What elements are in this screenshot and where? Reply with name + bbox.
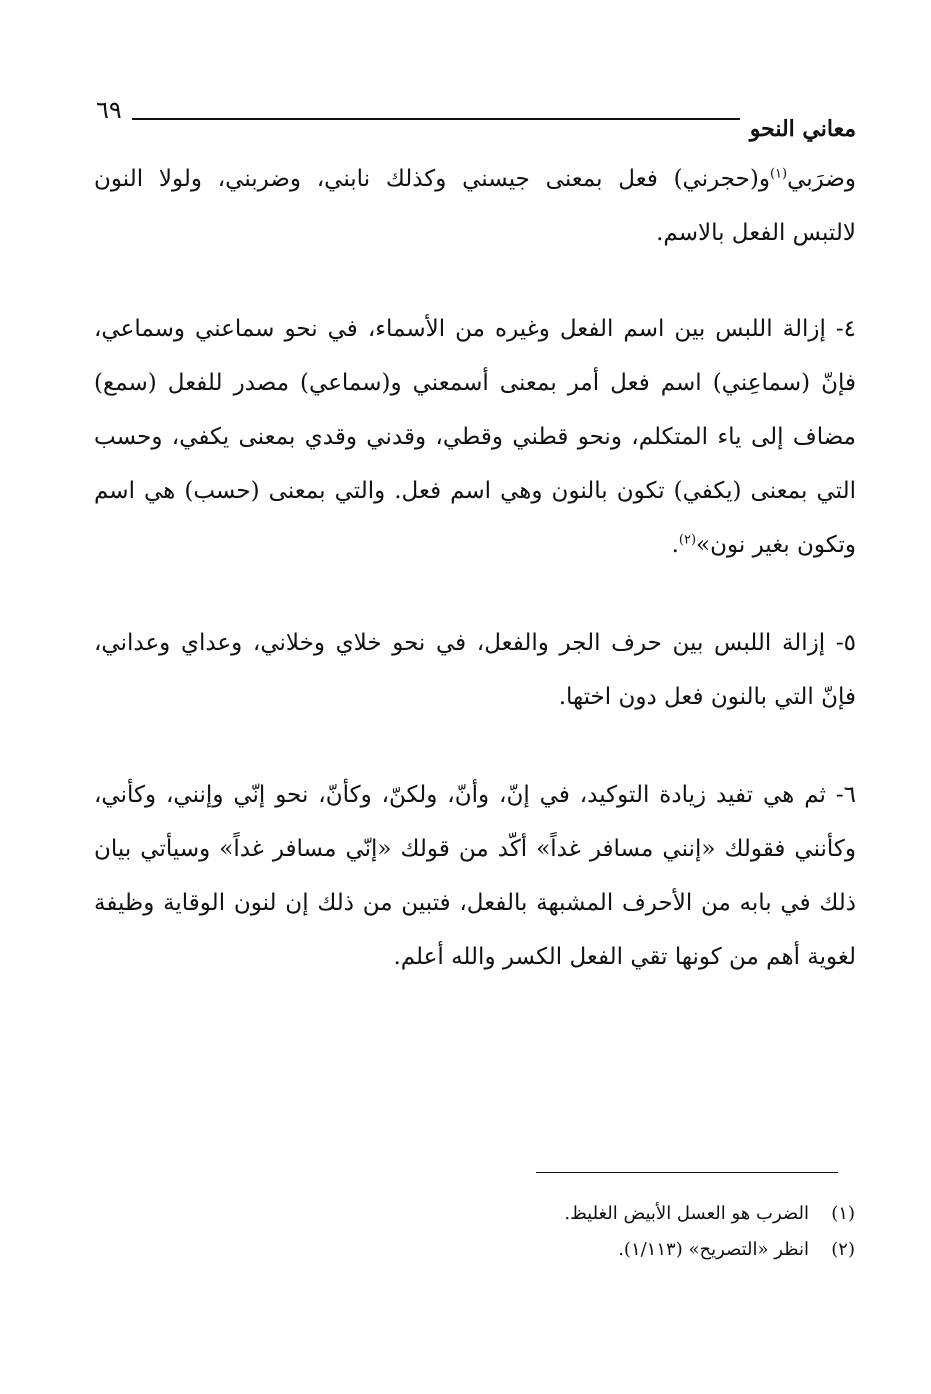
footnote-text: انظر «التصريح» (١/١١٣). bbox=[618, 1239, 809, 1260]
footnote-1 bbox=[455, 1196, 855, 1232]
footnote-text: الضرب هو العسل الأبيض الغليظ. bbox=[564, 1203, 809, 1224]
footnote-ref-1: (١) bbox=[769, 166, 788, 182]
paragraph-2-text-end: . bbox=[671, 532, 679, 558]
footnote-separator bbox=[536, 1172, 838, 1173]
footnote-number: (١) bbox=[831, 1203, 855, 1224]
page-header bbox=[96, 96, 856, 140]
footnote-number: (٢) bbox=[831, 1239, 855, 1260]
paragraph-2-text: ٤- إزالة اللبس بين اسم الفعل وغيره من الأسماء، في نحو سماعني وسماعي، فإنّ (سماعِني) اسم فعل أمر بمعنى أسمعني و(سماعي) مصدر للفعل (سمع) مضاف إلى ياء المتكلم، ونحو قطني وقطي، وقدني وقدي بمعنى يكفي، وحسب التي بمعنى (يكفي) تكون بالنون وهي اسم فعل. والتي بمعنى (حسب) هي اسم وتكون بغير نون» bbox=[94, 316, 856, 558]
main-text bbox=[94, 152, 856, 1028]
paragraph-3: ٥- إزالة اللبس بين حرف الجر والفعل، في نحو خلاي وخلاني، وعداي وعداني، فإنّ التي بالنون فعل دون اختها. bbox=[94, 630, 856, 710]
page-number: ٦٩ bbox=[96, 96, 122, 124]
footnotes bbox=[455, 1196, 855, 1268]
paragraph-1 bbox=[94, 152, 856, 260]
paragraph-1-text-end: و(حجرني) فعل بمعنى جيسني وكذلك نابني، وضربني، ولولا النون لالتبس الفعل بالاسم. bbox=[94, 166, 856, 246]
header-rule bbox=[132, 118, 740, 120]
footnote-2 bbox=[455, 1232, 855, 1268]
paragraph-1-text-start: وضرَبي bbox=[787, 166, 856, 192]
paragraph-4: ٦- ثم هي تفيد زيادة التوكيد، في إنّ، وأنّ، ولكنّ، وكأنّ، نحو إنّي وإنني، وكأني، وكأنني فقولك «إنني مسافر غداً» أكّد من قولك «إنّي مسافر غداً» وسيأتي بيان ذلك في بابه من الأحرف المشبهة بالفعل، فتبين من ذلك إن لنون الوقاية وظيفة لغوية أهم من كونها تقي الفعل الكسر والله أعلم. bbox=[94, 782, 856, 970]
paragraph-2 bbox=[94, 302, 856, 572]
running-title: معاني النحو bbox=[749, 116, 856, 142]
footnote-ref-2: (٢) bbox=[678, 532, 697, 548]
